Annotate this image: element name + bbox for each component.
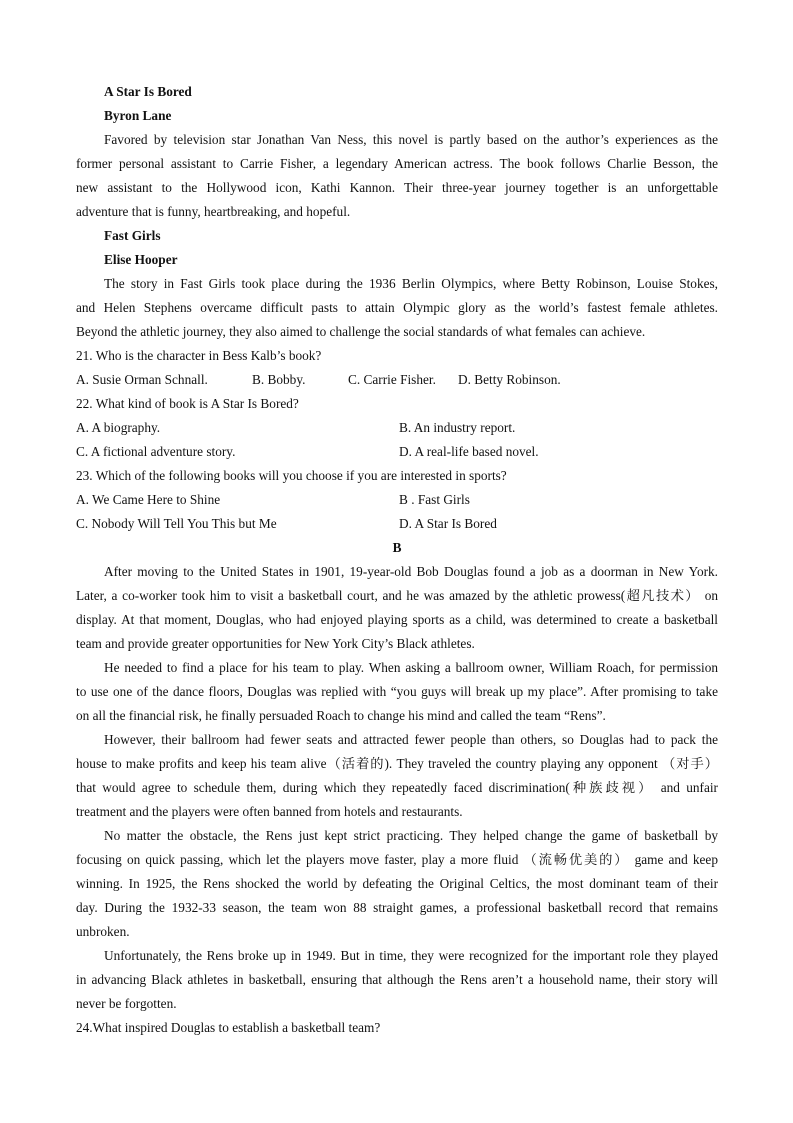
paragraph-line: to use one of the dance floors, Douglas was replied with “you guys will break up my place”. After promising to take — [76, 684, 718, 699]
option-c[interactable]: C. Nobody Will Tell You This but Me — [76, 516, 277, 531]
question-23-options-row1 — [76, 488, 718, 512]
option-a[interactable]: A. A biography. — [76, 420, 161, 435]
paragraph-line: Later, a co-worker took him to visit a basketball court, and he was amazed by the athletic prowess(超凡技术） on — [76, 588, 718, 603]
question-23-stem: 23. Which of the following books will you choose if you are interested in sports? — [76, 468, 507, 483]
option-b[interactable]: B. Bobby. — [252, 372, 306, 387]
paragraph-line: Favored by television star Jonathan Van Ness, this novel is partly based on the author’s experiences as the — [104, 132, 718, 147]
option-c[interactable]: C. Carrie Fisher. — [348, 372, 436, 387]
option-b[interactable]: B. An industry report. — [399, 420, 516, 435]
paragraph-line: winning. In 1925, the Rens shocked the world by defeating the Original Celtics, the most dominant team of their — [76, 876, 718, 891]
paragraph-line: in advancing Black athletes in basketball, ensuring that although the Rens aren’t a household name, their story will — [76, 972, 718, 987]
paragraph-line: Beyond the athletic journey, they also aimed to challenge the social standards of what females can achieve. — [76, 324, 646, 339]
book-author-byron-lane: Byron Lane — [104, 108, 172, 123]
question-22-stem: 22. What kind of book is A Star Is Bored? — [76, 396, 299, 411]
question-21-options — [76, 368, 718, 392]
paragraph-line: display. At that moment, Douglas, who had enjoyed playing sports as a child, was determined to create a basketball — [76, 612, 718, 627]
paragraph-line: on all the financial risk, he finally persuaded Roach to change his mind and called the team “Rens”. — [76, 708, 606, 723]
paragraph-line: former personal assistant to Carrie Fisher, a legendary American actress. The book follows Charlie Besson, the — [76, 156, 718, 171]
paragraph-line: never be forgotten. — [76, 996, 177, 1011]
option-b[interactable]: B . Fast Girls — [399, 492, 470, 507]
paragraph-line: unbroken. — [76, 924, 130, 939]
section-b-heading: B — [392, 540, 402, 555]
paragraph-line: and Helen Stephens overcame difficult pasts to attain Olympic glory as the world’s fastest female athletes. — [76, 300, 718, 315]
paragraph-line: He needed to find a place for his team to play. When asking a ballroom owner, William Roach, for permission — [104, 660, 718, 675]
option-c[interactable]: C. A fictional adventure story. — [76, 444, 236, 459]
question-24-stem: 24.What inspired Douglas to establish a basketball team? — [76, 1020, 381, 1035]
paragraph-line: After moving to the United States in 1901, 19-year-old Bob Douglas found a job as a doorman in New York. — [104, 564, 718, 579]
option-a[interactable]: A. We Came Here to Shine — [76, 492, 221, 507]
book-title-fast-girls: Fast Girls — [104, 228, 161, 243]
question-23-options-row2 — [76, 512, 718, 536]
paragraph-line: focusing on quick passing, which let the players move faster, play a more fluid （流畅优美的） game and keep — [76, 852, 718, 867]
question-21-stem: 21. Who is the character in Bess Kalb’s book? — [76, 348, 322, 363]
paragraph-line: adventure that is funny, heartbreaking, and hopeful. — [76, 204, 351, 219]
paragraph-line: team and provide greater opportunities for New York City’s Black athletes. — [76, 636, 475, 651]
book-author-elise-hooper: Elise Hooper — [104, 252, 178, 267]
paragraph-line: day. During the 1932-33 season, the team won 88 straight games, a professional basketball record that remains — [76, 900, 718, 915]
paragraph-line: Unfortunately, the Rens broke up in 1949. But in time, they were recognized for the important role they played — [104, 948, 718, 963]
book-title-star-is-bored: A Star Is Bored — [104, 84, 192, 99]
paragraph-line: new assistant to the Hollywood icon, Kathi Kannon. Their three-year journey together is an unforgettable — [76, 180, 718, 195]
paragraph-line: The story in Fast Girls took place during the 1936 Berlin Olympics, where Betty Robinson, Louise Stokes, — [104, 276, 718, 291]
option-a[interactable]: A. Susie Orman Schnall. — [76, 372, 208, 387]
question-22-options-row2 — [76, 440, 718, 464]
exam-page — [76, 80, 718, 1040]
paragraph-line: that would agree to schedule them, during which they repeatedly faced discrimination(种族歧视） and unfair — [76, 780, 718, 795]
question-22-options-row1 — [76, 416, 718, 440]
option-d[interactable]: D. A real-life based novel. — [399, 444, 539, 459]
paragraph-line: However, their ballroom had fewer seats and attracted fewer people than others, so Douglas had to pack the — [104, 732, 718, 747]
paragraph-line: No matter the obstacle, the Rens just kept strict practicing. They helped change the game of basketball by — [104, 828, 718, 843]
option-d[interactable]: D. Betty Robinson. — [458, 372, 561, 387]
option-d[interactable]: D. A Star Is Bored — [399, 516, 497, 531]
paragraph-line: treatment and the players were often banned from hotels and restaurants. — [76, 804, 463, 819]
paragraph-line: house to make profits and keep his team alive（活着的). They traveled the country playing any opponent （对手） — [76, 756, 718, 771]
